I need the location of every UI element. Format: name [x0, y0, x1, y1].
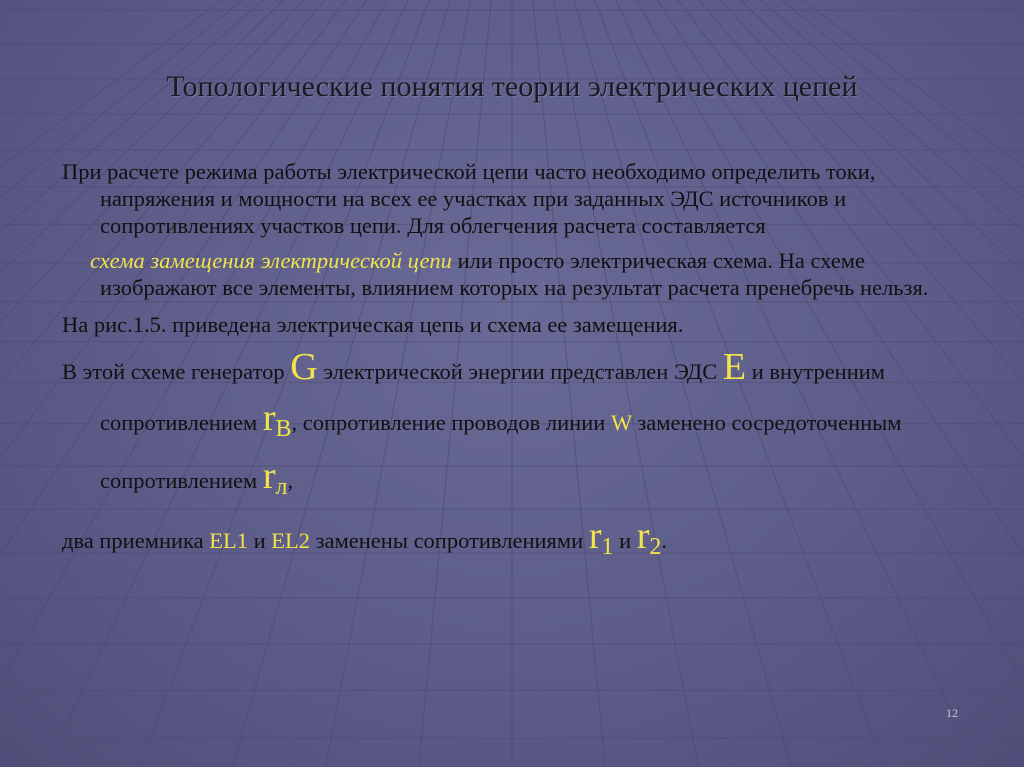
- page-number: 12: [946, 706, 958, 720]
- p5-text-3: заменены сопротивлениями: [310, 528, 589, 553]
- symbol-r2: [636, 515, 662, 560]
- paragraph-2-text: или просто электрическая схема. На схеме изображают все элементы, влиянием которых на результат расчета пренебречь нельзя.: [100, 248, 929, 300]
- paragraph-3: На рис.1.5. приведена электрическая цепь и схема ее замещения.: [62, 312, 684, 337]
- symbol-rL: [262, 455, 288, 500]
- symbol-EL2: EL2: [271, 528, 311, 553]
- symbol-r2-letter: r: [636, 515, 650, 557]
- symbol-G: G: [290, 346, 318, 388]
- symbol-rB: [262, 397, 292, 442]
- symbol-rL-subscript: л: [275, 474, 288, 500]
- p4-text-1: В этой схеме генератор: [62, 359, 291, 384]
- symbol-rL-letter: r: [262, 455, 276, 497]
- symbol-r2-subscript: 2: [649, 534, 662, 560]
- slide-title: Топологические понятия теории электрических цепей: [166, 70, 858, 103]
- symbol-W: W: [610, 410, 632, 435]
- paragraph-1: При расчете режима работы электрической цепи часто необходимо определить токи, напряжения и мощности на всех ее участках при заданных ЭДС источников и сопротивлениях участков цепи. Для облегчения расчета составляется: [62, 159, 876, 238]
- paragraph-2: [62, 247, 982, 301]
- p5-text-2: и: [247, 528, 272, 553]
- p5-text-1: два приемника: [62, 528, 210, 553]
- symbol-r1-subscript: 1: [601, 534, 614, 560]
- p5-text-5: .: [661, 528, 668, 553]
- slide-body: [62, 158, 982, 571]
- symbol-E: E: [722, 346, 747, 388]
- p4-text-4: , сопротивление проводов линии: [291, 410, 611, 435]
- symbol-r1: [588, 515, 614, 560]
- term-substitution-scheme: схема замещения электрической цепи: [90, 248, 452, 273]
- p4-text-6: ,: [287, 468, 294, 493]
- p4-text-3: и внутренним сопротивлением: [100, 359, 886, 435]
- symbol-rB-letter: r: [262, 397, 276, 439]
- p5-text-4: и: [613, 528, 637, 553]
- p4-text-5: заменено сосредоточенным сопротивлением: [100, 410, 902, 493]
- paragraph-4: [62, 344, 982, 511]
- paragraph-5: [62, 513, 982, 571]
- symbol-rB-subscript: В: [275, 416, 292, 442]
- p4-text-2: электрической энергии представлен ЭДС: [317, 359, 723, 384]
- symbol-EL1: EL1: [209, 528, 248, 553]
- symbol-r1-letter: r: [588, 515, 602, 557]
